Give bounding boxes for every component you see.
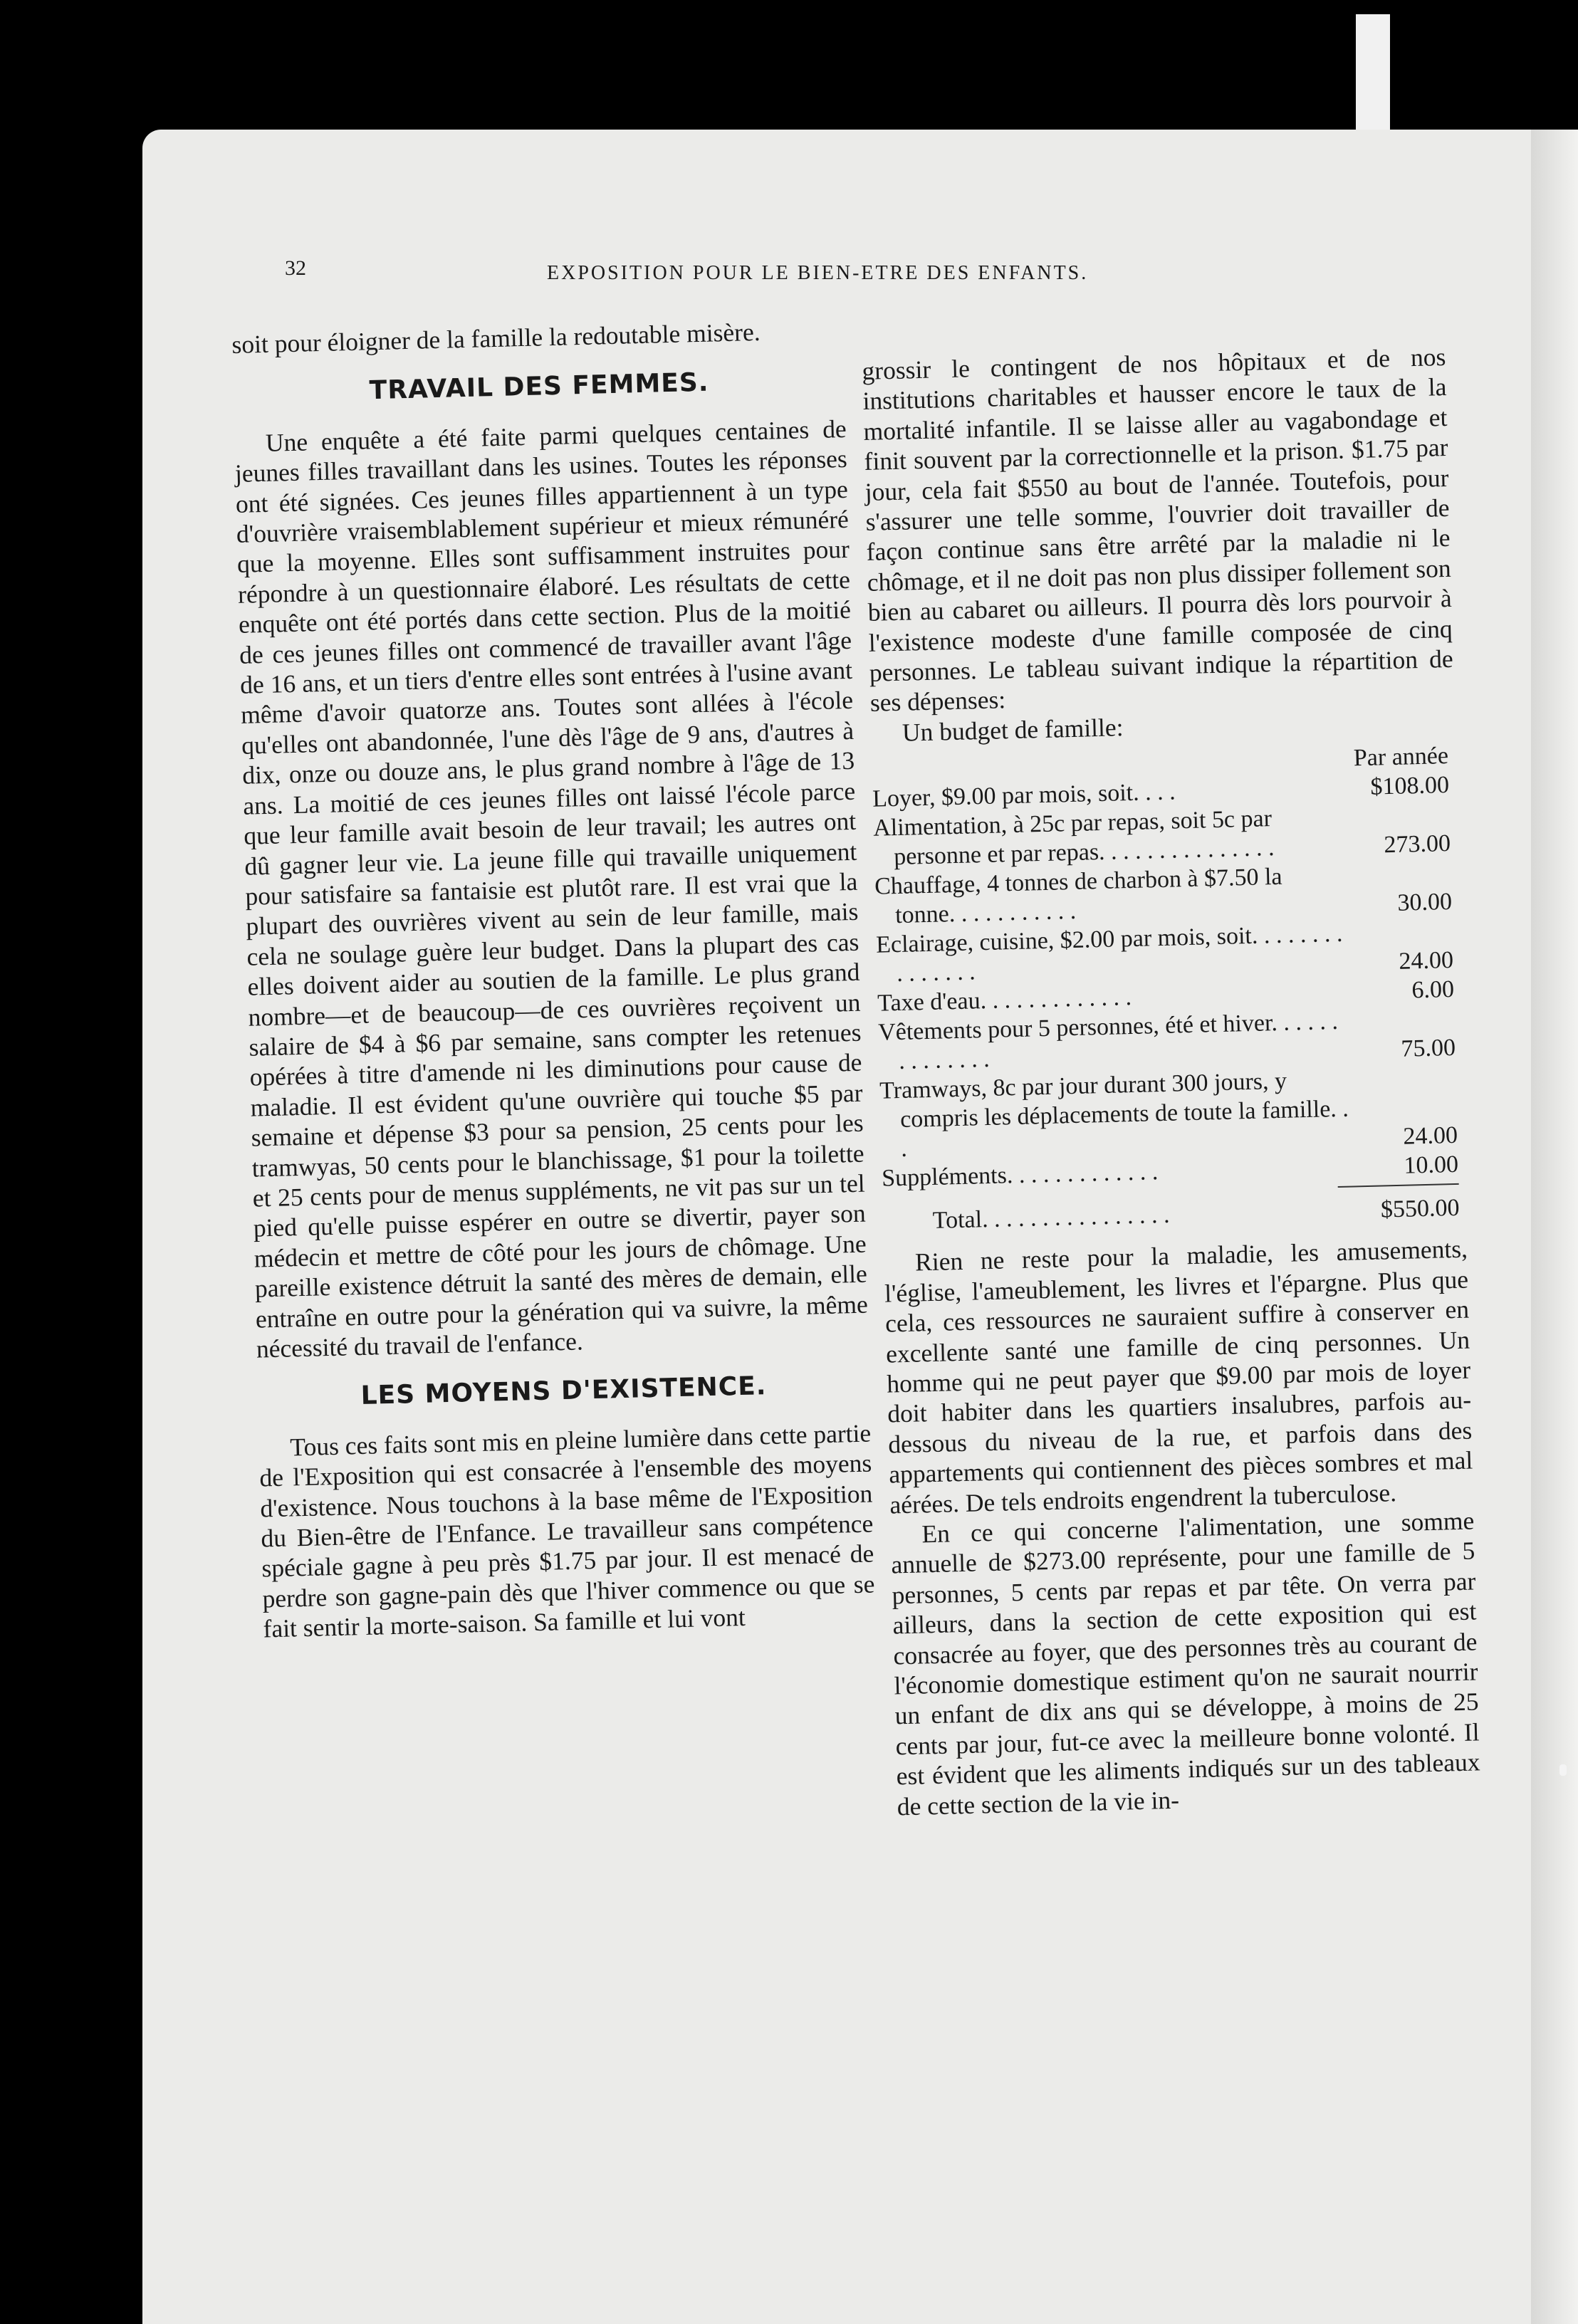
left-column [231, 315, 876, 1644]
budget-row-value: 75.00 [1401, 1035, 1456, 1063]
page-number: 32 [285, 256, 306, 280]
section-heading-moyens: LES MOYENS D'EXISTENCE. [360, 1371, 767, 1411]
paragraph-continuation: grossir le contingent de nos hôpitaux et de nos institutions charitables et hausser encore le taux de la mortalité infantile. Il se laisse aller au vagabondage et finit souvent par la correctionnelle et la prison. $1.75 par jour, cela fait $550 au bout de l'année. Toutefois, pour s'assurer une telle somme, l'ouvrier doit travailler de façon continue sans être arrêté par la maladie ni le chômage, et il ne doit pas non plus dissiper follement son bien au cabaret ou ailleurs. Il pourra dès lors pourvoir à l'existence modeste d'une famille composée de cinq personnes. Le tableau suivant indique la répartition de ses dépenses: [862, 342, 1454, 718]
budget-intro: Un budget de famille: [902, 713, 1124, 747]
budget-column-header: Par année [1353, 743, 1449, 772]
budget-row-value: 273.00 [1384, 830, 1451, 859]
budget-row-value: 24.00 [1399, 947, 1454, 975]
paragraph-travail: Une enquête a été faite parmi quelques centaines de jeunes filles travaillant dans les usines. Toutes les réponses ont été signées. Ces jeunes filles appartiennent à un type d'ouvrière vraisemblablement supérieur et mieux rémunéré que la moyenne. Elles sont suffisamment instruites pour répondre à un questionnaire élaboré. Les résultats de cette enquête ont été portés dans cette section. Plus de la moitié de ces jeunes filles ont commencé de travailler avant l'âge de 16 ans, et un tiers d'entre elles sont entrées à l'usine avant même d'avoir quatorze ans. Toutes sont allées à l'école qu'elles ont abandonnée, l'une dès l'âge de 9 ans, d'autres à dix, onze ou douze ans, le plus grand nombre à l'âge de 13 ans. La moitié de ces jeunes filles ont laissé l'école parce que leur famille avait besoin de leur travail; les autres ont dû gagner leur vie. La jeune fille qui travaille uniquement pour satisfaire sa fantaisie est plutôt rare. Il est vrai que la plupart des ouvrières vivent au sein de leur famille, mais cela ne soulage guère leur budget. Dans la plupart des cas elles doivent aider au soutien de la famille. Le plus grand nombre—et de beaucoup—de ces ouvrières reçoivent un salaire de $4 à $6 par semaine, sans compter les retenues opérées à titre d'amende ni les diminutions pour cause de maladie. Il est évident qu'une ouvrière qui touche $5 par semaine et dépense $3 pour sa pension, 25 cents pour les tramwyas, 50 cents pour le blanchissage, $1 pour la toilette et 25 cents pour de menus suppléments, ne vit pas sur un tel pied qu'elle puisse espérer en outre se divertir, payer son médecin et mettre de côté pour les jours de chômage. Une pareille existence détruit la santé des mères de demain, elle entraîne en outre pour la génération qui va suivre, la même nécessité du travail de l'enfance. [234, 414, 869, 1363]
paragraph-rien-ne-reste: Rien ne reste pour la maladie, les amusements, l'église, l'ameublement, les livres et l'épargne. Plus que cela, ces ressources ne sauraient suffire à conserver en excellente santé une famille de cinq personnes. Un homme qui ne peut payer que $9.00 par mois de loyer doit habiter dans les quartiers insalubres, parfois au-dessous du niveau de la rue, et parfois dans des appartements qui contiennent des pièces sombres et mal aérées. De tels endroits engendrent la tuberculose. [884, 1234, 1473, 1519]
budget-row-label: Chauffage, 4 tonnes de charbon à $7.50 la tonne. . . . . . . . . . . [874, 864, 1282, 929]
budget-row-value: 24.00 [1403, 1122, 1458, 1151]
budget-row-value: 10.00 [1404, 1151, 1459, 1180]
intro-paragraph: soit pour éloigner de la famille la redoutable misère. [231, 317, 761, 359]
budget-row-label: Eclairage, cuisine, $2.00 par mois, soit. . . . . . . . . . . . . . . [875, 921, 1343, 988]
background-mark [1559, 1764, 1567, 1776]
budget-row-label: Loyer, $9.00 par mois, soit. . . . [872, 778, 1176, 813]
paragraph-moyens: Tous ces faits sont mis en pleine lumière dans cette partie de l'Exposition qui est consacrée à l'ensemble des moyens d'existence. Nous touchons à la base même de l'Exposition du Bien-être de l'Enfance. Le travailleur sans compétence spéciale gagne à peu près $1.75 par jour. Il est menacé de perdre son gagne-pain dès que l'hiver commence ou que se fait sentir la morte-saison. Sa famille et lui vont [258, 1418, 875, 1643]
right-column [862, 342, 1481, 1821]
budget-total-label: Total. . . . . . . . . . . . . . . . [932, 1202, 1170, 1235]
budget-row-value: 6.00 [1411, 976, 1455, 1004]
budget-table [872, 741, 1467, 1237]
budget-row [879, 1062, 1465, 1164]
section-heading-travail: TRAVAIL DES FEMMES. [369, 368, 709, 406]
page-edge [1531, 130, 1578, 2324]
budget-row-value: $108.00 [1370, 772, 1450, 800]
budget-row-label: Tramways, 8c par jour durant 300 jours, y compris les déplacements de toute la famille. . . [879, 1068, 1349, 1163]
budget-total-row [882, 1193, 1467, 1237]
total-rule [1338, 1183, 1459, 1188]
budget-row-value: 30.00 [1397, 889, 1453, 917]
budget-row-label: Vêtements pour 5 personnes, été et hiver. . . . . . . . . . . . . . [877, 1008, 1339, 1075]
page-header [285, 256, 1211, 299]
budget-total-value: $550.00 [1380, 1195, 1460, 1223]
budget-row-label: Taxe d'eau. . . . . . . . . . . . . [877, 984, 1132, 1017]
budget-row-label: Alimentation, à 25c par repas, soit 5c par personne et par repas. . . . . . . . . . . . . . . [872, 805, 1275, 871]
running-title: EXPOSITION POUR LE BIEN-ETRE DES ENFANTS. [547, 262, 1089, 284]
budget-row-label: Suppléments. . . . . . . . . . . . . [881, 1158, 1159, 1192]
paragraph-alimentation: En ce qui concerne l'alimentation, une somme annuelle de $273.00 représente, pour une famille de 5 personnes, 5 cents par repas et par tête. On verra par ailleurs, dans la section de cette exposition qui est consacrée au foyer, que des personnes très au courant de l'économie domestique estiment qu'on ne saurait nourrir un enfant de dix ans qui se développe, à moins de 25 cents par jour, fut-ce avec la meilleure bonne volonté. Il est évident que les aliments indiqués sur un des tableaux de cette section de la vie in- [891, 1506, 1480, 1821]
